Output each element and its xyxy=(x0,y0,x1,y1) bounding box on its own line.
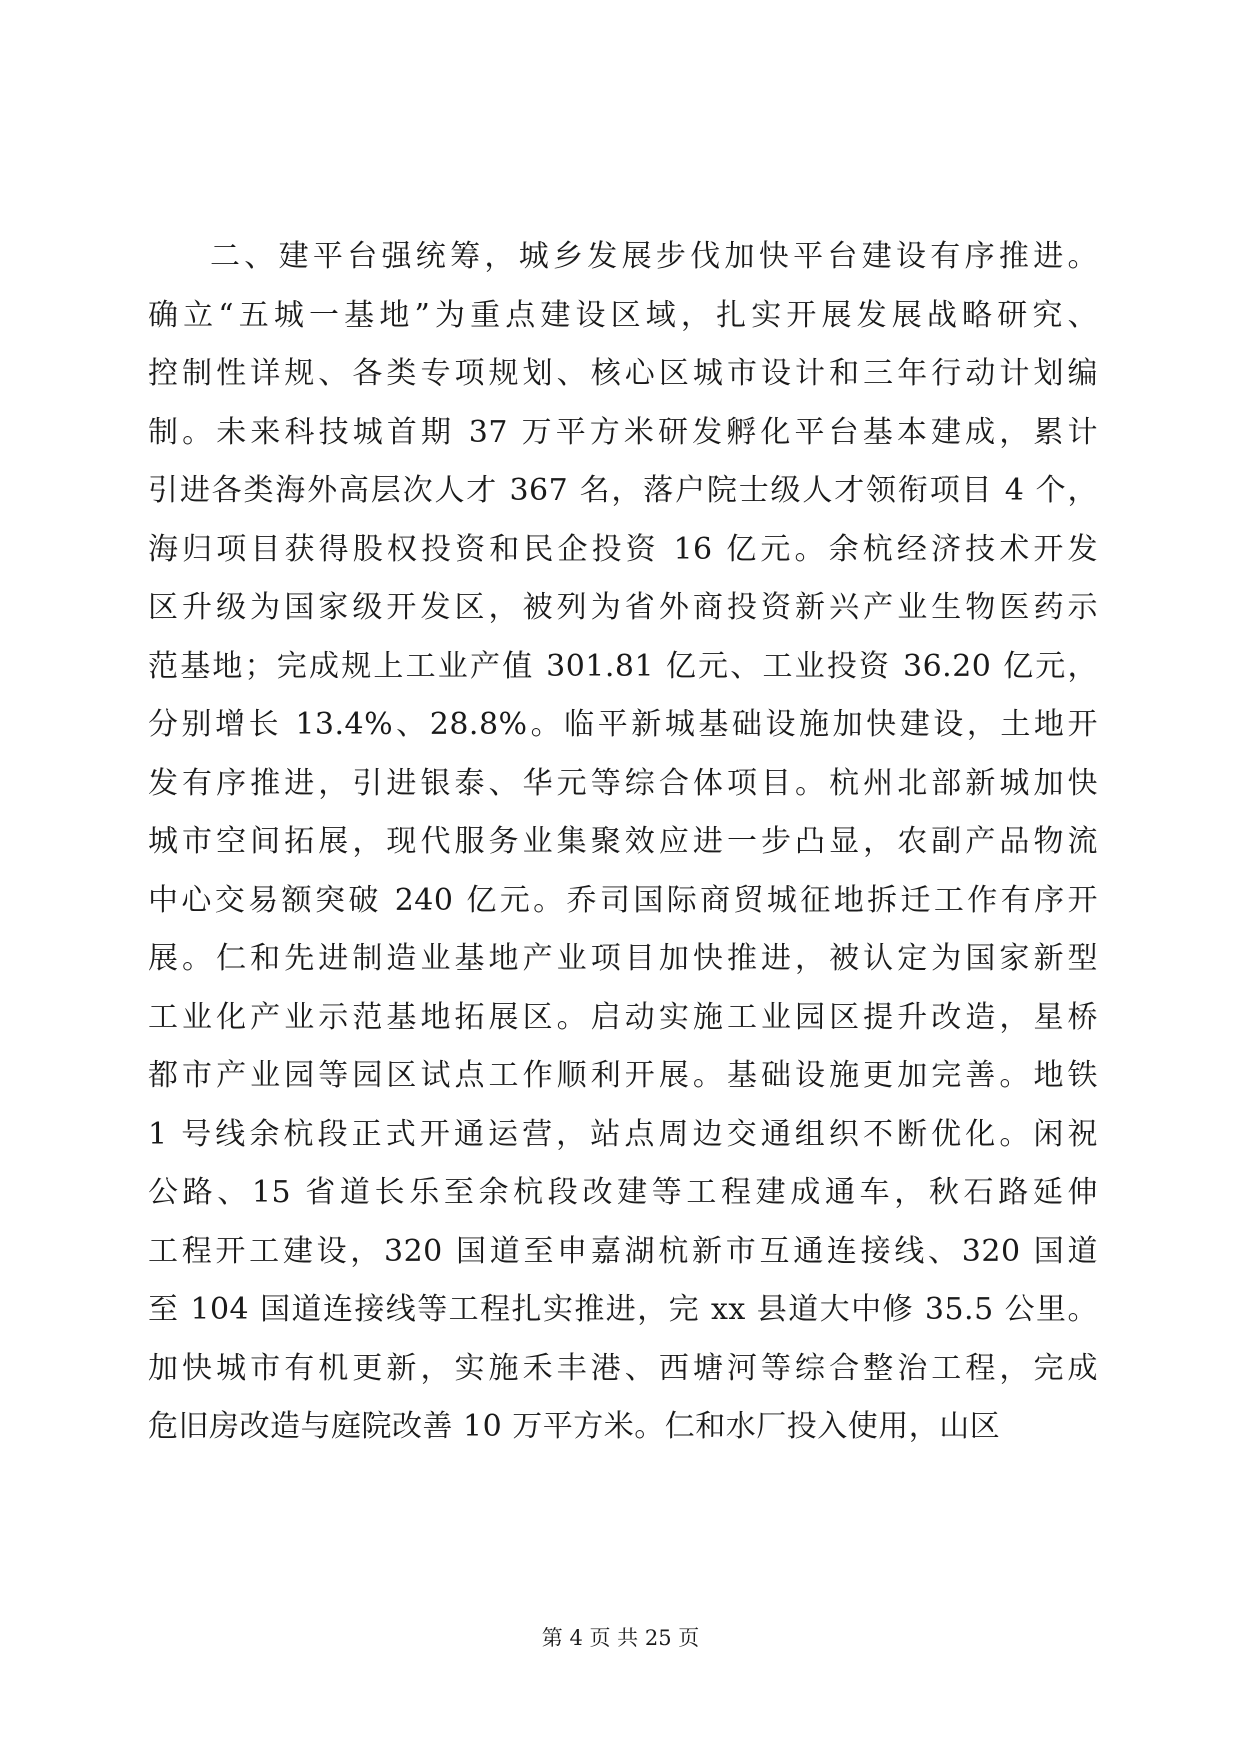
text-line: 分别增长 13.4%、28.8%。临平新城基础设施加快建设，土地开 xyxy=(148,707,1098,742)
body-paragraph xyxy=(148,228,1098,1457)
text-line: 城市空间拓展，现代服务业集聚效应进一步凸显，农副产品物流 xyxy=(148,824,1098,859)
text-line: 工业化产业示范基地拓展区。启动实施工业园区提升改造，星桥 xyxy=(148,999,1098,1035)
text-line: 加快城市有机更新，实施禾丰港、西塘河等综合整治工程，完成 xyxy=(148,1350,1098,1386)
text-line: 二、建平台强统筹，城乡发展步伐加快平台建设有序推进。 xyxy=(210,239,1098,274)
page-footer xyxy=(0,1622,1241,1652)
text-line: 引进各类海外高层次人才 367 名，落户院士级人才领衔项目 4 个， xyxy=(148,473,1098,508)
text-line: 控制性详规、各类专项规划、核心区城市设计和三年行动计划编 xyxy=(148,356,1098,391)
text-line: 都市产业园等园区试点工作顺利开展。基础设施更加完善。地铁 xyxy=(148,1058,1098,1093)
text-line: 制。未来科技城首期 37 万平方米研发孵化平台基本建成，累计 xyxy=(148,414,1098,450)
text-line: 1 号线余杭段正式开通运营，站点周边交通组织不断优化。闲祝 xyxy=(148,1116,1098,1152)
text-line: 中心交易额突破 240 亿元。乔司国际商贸城征地拆迁工作有序开 xyxy=(148,882,1098,918)
text-line: 海归项目获得股权投资和民企投资 16 亿元。余杭经济技术开发 xyxy=(148,531,1098,567)
text-line: 危旧房改造与庭院改善 10 万平方米。仁和水厂投入使用，山区 xyxy=(148,1409,1001,1444)
text-line: 区升级为国家级开发区，被列为省外商投资新兴产业生物医药示 xyxy=(148,590,1098,625)
page-indicator: 第 4 页 共 25 页 xyxy=(541,1626,700,1650)
text-line: 发有序推进，引进银泰、华元等综合体项目。杭州北部新城加快 xyxy=(148,765,1098,801)
text-line: 工程开工建设，320 国道至申嘉湖杭新市互通连接线、320 国道 xyxy=(148,1233,1098,1269)
text-line: 范基地；完成规上工业产值 301.81 亿元、工业投资 36.20 亿元， xyxy=(148,648,1098,684)
text-line: 至 104 国道连接线等工程扎实推进，完 xx 县道大中修 35.5 公里。 xyxy=(148,1292,1098,1327)
text-line: 公路、15 省道长乐至余杭段改建等工程建成通车，秋石路延伸 xyxy=(148,1175,1098,1210)
text-line: 确立“五城一基地”为重点建设区域，扎实开展发展战略研究、 xyxy=(148,297,1098,333)
text-line: 展。仁和先进制造业基地产业项目加快推进，被认定为国家新型 xyxy=(148,941,1098,976)
